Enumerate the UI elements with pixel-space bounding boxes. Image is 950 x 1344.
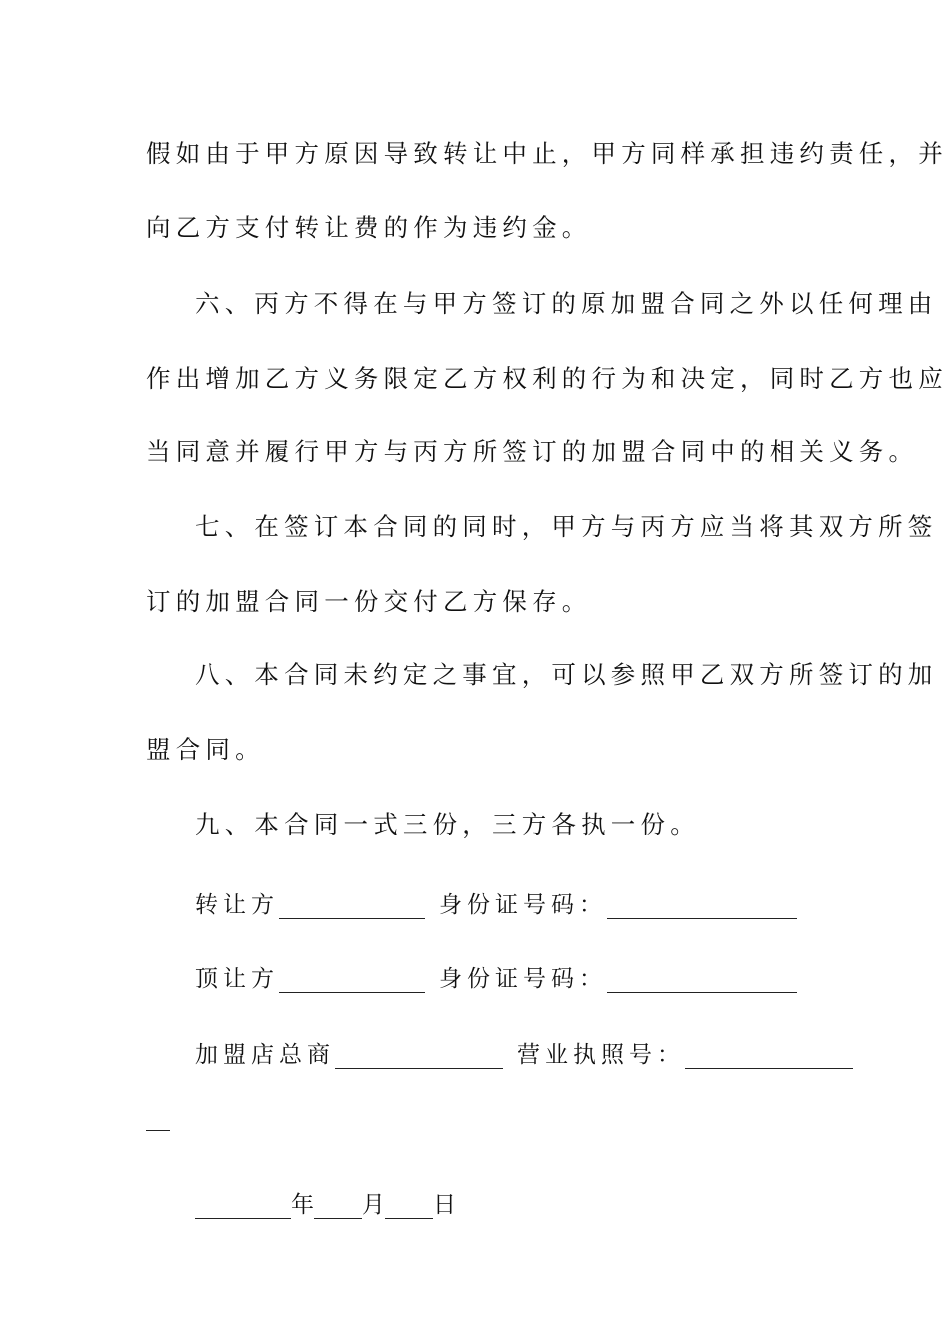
transferee-label: 顶让方 bbox=[195, 966, 279, 992]
transferee-signature-row bbox=[195, 960, 797, 993]
month-label: 月 bbox=[362, 1192, 385, 1218]
franchisor-signature-row bbox=[195, 1036, 853, 1069]
clause-6: 六、丙方不得在与甲方签订的原加盟合同之外以任何理由 bbox=[195, 289, 938, 318]
paragraph-line: 向乙方支付转让费的作为违约金。 bbox=[146, 213, 592, 242]
franchisor-label: 加盟店总商 bbox=[195, 1042, 335, 1068]
transferee-id-blank[interactable] bbox=[607, 970, 797, 993]
transferor-signature-row bbox=[195, 886, 797, 919]
franchisor-blank[interactable] bbox=[335, 1046, 503, 1069]
transferor-blank[interactable] bbox=[279, 896, 425, 919]
transferor-id-blank[interactable] bbox=[607, 896, 797, 919]
year-label: 年 bbox=[291, 1192, 314, 1218]
transferor-label: 转让方 bbox=[195, 892, 279, 918]
paragraph-line: 当同意并履行甲方与丙方所签订的加盟合同中的相关义务。 bbox=[146, 437, 919, 466]
paragraph-line: 盟合同。 bbox=[146, 735, 265, 764]
day-label: 日 bbox=[433, 1192, 456, 1218]
date-row bbox=[195, 1186, 456, 1219]
transferee-id-label: 身份证号码： bbox=[439, 966, 607, 992]
license-label: 营业执照号： bbox=[517, 1042, 685, 1068]
clause-9: 九、本合同一式三份，三方各执一份。 bbox=[195, 810, 700, 839]
paragraph-line: 假如由于甲方原因导致转让中止，甲方同样承担违约责任，并 bbox=[146, 139, 948, 168]
clause-7: 七、在签订本合同的同时，甲方与丙方应当将其双方所签 bbox=[195, 512, 938, 541]
paragraph-line: 作出增加乙方义务限定乙方权利的行为和决定，同时乙方也应 bbox=[146, 364, 948, 393]
wrapped-blank-continuation bbox=[146, 1130, 170, 1131]
license-blank[interactable] bbox=[685, 1046, 853, 1069]
transferee-blank[interactable] bbox=[279, 970, 425, 993]
clause-8: 八、本合同未约定之事宜，可以参照甲乙双方所签订的加 bbox=[195, 660, 938, 689]
year-blank[interactable] bbox=[195, 1196, 291, 1219]
day-blank[interactable] bbox=[385, 1196, 433, 1219]
transferor-id-label: 身份证号码： bbox=[439, 892, 607, 918]
paragraph-line: 订的加盟合同一份交付乙方保存。 bbox=[146, 587, 592, 616]
month-blank[interactable] bbox=[314, 1196, 362, 1219]
